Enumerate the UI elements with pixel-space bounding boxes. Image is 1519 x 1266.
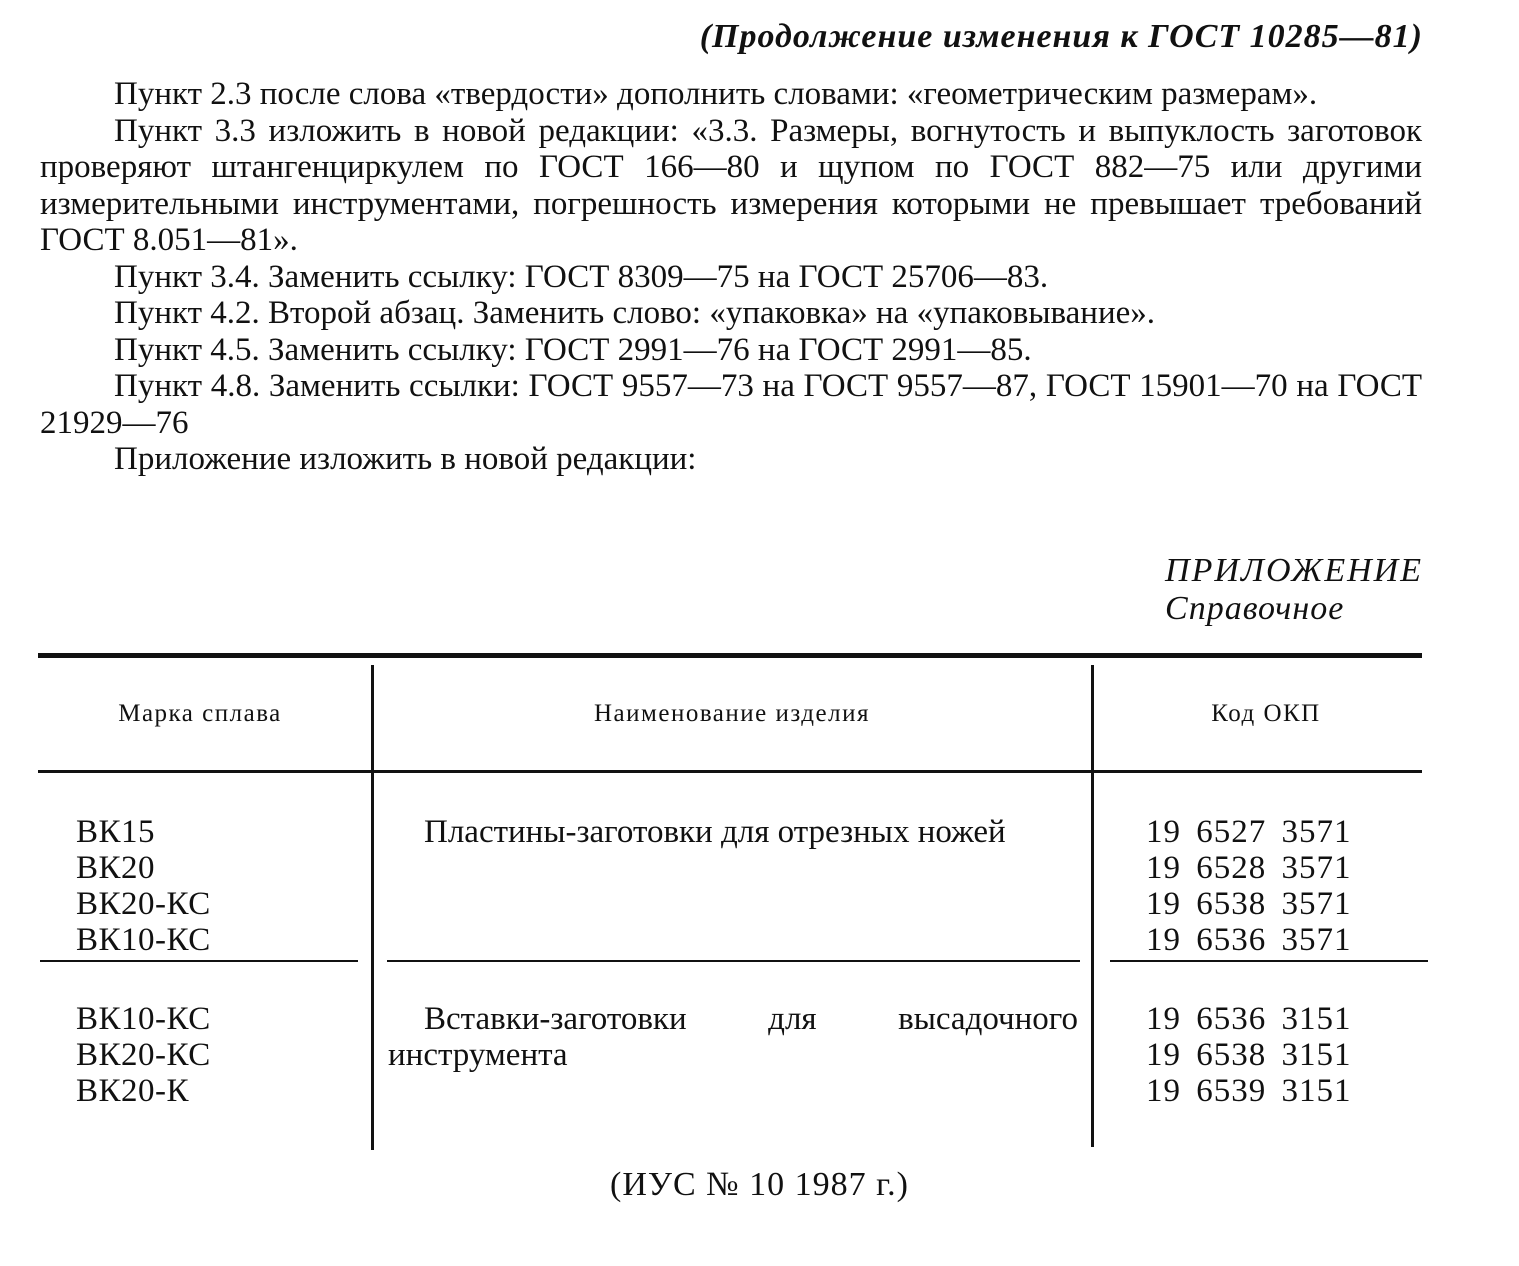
table-row: [76, 814, 211, 958]
okp-code: 19 6538 3571: [1146, 886, 1352, 922]
alloy-grade: ВК10-КС: [76, 1001, 211, 1037]
group-divider-col2: [387, 960, 1080, 962]
column-divider-1: [371, 665, 374, 1150]
column-header-product-name: Наименование изделия: [594, 700, 870, 727]
product-name: Вставки-заготовки для высадочного инструмента: [388, 1001, 1078, 1073]
okp-code: 19 6538 3151: [1146, 1037, 1352, 1073]
okp-code: 19 6539 3151: [1146, 1073, 1352, 1109]
group-divider-col3: [1110, 960, 1428, 962]
okp-code: 19 6527 3571: [1146, 814, 1352, 850]
okp-codes: [1146, 1001, 1352, 1109]
paragraph-item-3-3: Пункт 3.3 изложить в новой редакции: «3.3. Размеры, вогнутость и выпуклость заготовок проверяют штангенциркулем по ГОСТ 166—80 и щупом по ГОСТ 882—75 или другими измерительными инструментами, погрешность измерения которыми не превышает требований ГОСТ 8.051—81».: [40, 112, 1422, 258]
annex-subtitle: Справочное: [1165, 590, 1345, 627]
column-divider-2: [1091, 665, 1094, 1147]
amendment-text: [40, 76, 1422, 478]
column-header-okp-code: Код ОКП: [1211, 700, 1321, 727]
paragraph-item-4-5: Пункт 4.5. Заменить ссылку: ГОСТ 2991—76 на ГОСТ 2991—85.: [114, 331, 1032, 368]
source-note: (ИУС № 10 1987 г.): [610, 1166, 909, 1203]
table-top-rule: [38, 653, 1422, 658]
okp-code: 19 6536 3151: [1146, 1001, 1352, 1037]
table-header-rule: [38, 770, 1422, 773]
alloy-grade: ВК20-КС: [76, 1037, 211, 1073]
okp-code: 19 6528 3571: [1146, 850, 1352, 886]
alloy-grade: ВК15: [76, 814, 156, 850]
annex-title: ПРИЛОЖЕНИЕ: [1165, 552, 1423, 589]
group-divider-col1: [40, 960, 358, 962]
paragraph-item-4-8: Пункт 4.8. Заменить ссылки: ГОСТ 9557—73 на ГОСТ 9557—87, ГОСТ 15901—70 на ГОСТ 21929—76: [40, 368, 1422, 441]
alloy-grade: ВК20-КС: [76, 886, 211, 922]
alloy-grade: ВК10-КС: [76, 922, 211, 958]
paragraph-item-3-4: Пункт 3.4. Заменить ссылку: ГОСТ 8309—75 на ГОСТ 25706—83.: [114, 258, 1049, 295]
product-name: Пластины-заготовки для отрезных ножей: [424, 814, 1006, 850]
alloy-grade: ВК20-К: [76, 1073, 190, 1109]
document-header: (Продолжение изменения к ГОСТ 10285—81): [699, 18, 1423, 55]
paragraph-annex-intro: Приложение изложить в новой редакции:: [114, 441, 697, 477]
paragraph-item-2-3: Пункт 2.3 после слова «твердости» дополнить словами: «геометрическим размерам».: [114, 76, 1318, 112]
okp-codes: [1146, 814, 1352, 958]
alloy-grade: ВК20: [76, 850, 156, 886]
table-row: [76, 1001, 211, 1109]
paragraph-item-4-2: Пункт 4.2. Второй абзац. Заменить слово: «упаковка» на «упаковывание».: [114, 295, 1155, 331]
okp-code: 19 6536 3571: [1146, 922, 1352, 958]
column-header-alloy-grade: Марка сплава: [118, 700, 282, 727]
annex-label: [1165, 552, 1423, 628]
